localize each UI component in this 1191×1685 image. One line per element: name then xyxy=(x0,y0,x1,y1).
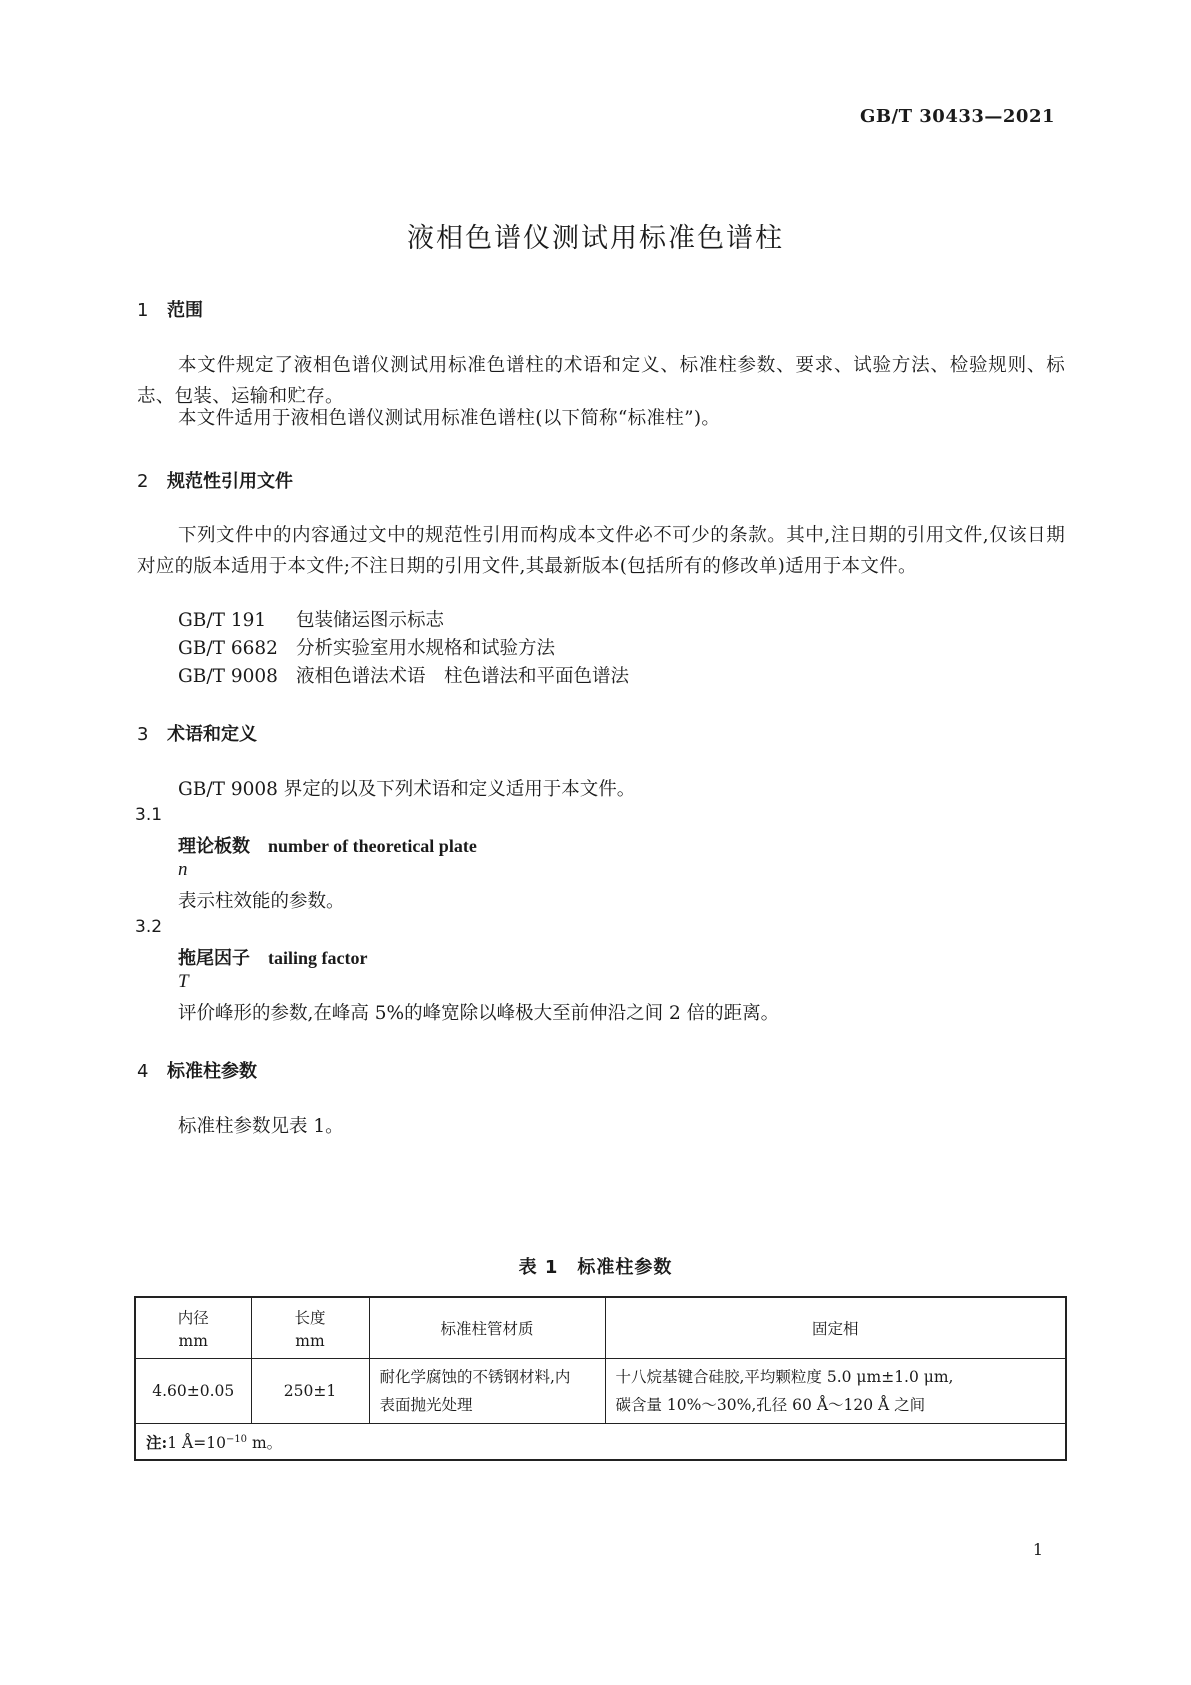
term-number: 3.1 xyxy=(135,805,163,825)
section-number: 3 xyxy=(137,724,149,745)
reference-item xyxy=(178,662,629,688)
term-symbol: n xyxy=(178,859,188,880)
header-cell: 固定相 xyxy=(605,1297,1066,1359)
header-label: 内径 xyxy=(177,1309,209,1327)
page-number: 1 xyxy=(1032,1540,1043,1559)
reference-code: GB/T 6682 xyxy=(178,638,278,659)
section-1-paragraph-1: 本文件规定了液相色谱仪测试用标准色谱柱的术语和定义、标准柱参数、要求、试验方法、检验规则、标志、包装、运输和贮存。 xyxy=(137,355,1065,407)
reference-item xyxy=(178,606,444,632)
table-title: 表 1 标准柱参数 xyxy=(518,1257,673,1278)
section-3-intro: GB/T 9008 界定的以及下列术语和定义适用于本文件。 xyxy=(178,779,636,800)
table-row xyxy=(135,1359,1066,1424)
note-label: 注: xyxy=(146,1432,168,1452)
material-cell xyxy=(369,1359,605,1424)
note-unit: m。 xyxy=(247,1433,283,1452)
reference-title: 分析实验室用水规格和试验方法 xyxy=(296,638,556,659)
section-4-intro: 标准柱参数见表 1。 xyxy=(178,1116,344,1137)
material-line: 耐化学腐蚀的不锈钢材料,内 xyxy=(379,1368,571,1386)
term-symbol: T xyxy=(178,971,189,992)
section-title: 标准柱参数 xyxy=(167,1061,257,1082)
table-note-row xyxy=(135,1424,1066,1461)
term-heading xyxy=(178,832,477,858)
term-en: number of theoretical plate xyxy=(268,836,477,856)
section-4-heading xyxy=(137,1057,257,1083)
header-unit: mm xyxy=(178,1332,208,1350)
table-header-row xyxy=(135,1297,1066,1359)
section-3-heading xyxy=(137,720,257,746)
section-2-paragraph: 下列文件中的内容通过文中的规范性引用而构成本文件必不可少的条款。其中,注日期的引用文件,仅该日期对应的版本适用于本文件;不注日期的引用文件,其最新版本(包括所有的修改单)适用于本文件。 xyxy=(137,525,1065,577)
stationary-phase-cell xyxy=(605,1359,1066,1424)
section-2-heading xyxy=(137,467,293,493)
header-unit: mm xyxy=(295,1332,325,1350)
phase-line: 碳含量 10%～30%,孔径 60 Å～120 Å 之间 xyxy=(615,1396,926,1414)
note-text: 1 Å=10 xyxy=(167,1433,226,1452)
section-number: 2 xyxy=(137,471,149,492)
reference-title: 包装储运图示标志 xyxy=(296,610,445,631)
reference-item xyxy=(178,634,555,660)
term-number: 3.2 xyxy=(135,917,163,937)
parameters-table xyxy=(134,1296,1067,1461)
reference-code: GB/T 9008 xyxy=(178,666,278,687)
inner-diameter-cell: 4.60±0.05 xyxy=(135,1359,251,1424)
standard-code: GB/T 30433—2021 xyxy=(859,106,1055,127)
header-cell xyxy=(135,1297,251,1359)
section-title: 术语和定义 xyxy=(167,724,257,745)
section-number: 1 xyxy=(137,300,149,321)
section-1-heading xyxy=(137,296,203,322)
section-number: 4 xyxy=(137,1061,149,1082)
section-title: 范围 xyxy=(167,300,203,321)
material-line: 表面抛光处理 xyxy=(379,1396,473,1414)
term-definition: 评价峰形的参数,在峰高 5%的峰宽除以峰极大至前伸沿之间 2 倍的距离。 xyxy=(178,1003,780,1024)
header-cell xyxy=(251,1297,369,1359)
phase-line: 十八烷基键合硅胶,平均颗粒度 5.0 μm±1.0 μm, xyxy=(615,1368,954,1386)
term-en: tailing factor xyxy=(268,948,368,968)
header-cell: 标准柱管材质 xyxy=(369,1297,605,1359)
term-heading xyxy=(178,944,367,970)
section-title: 规范性引用文件 xyxy=(167,471,293,492)
term-zh: 拖尾因子 xyxy=(178,948,250,969)
term-zh: 理论板数 xyxy=(178,836,250,857)
header-label: 长度 xyxy=(294,1309,326,1327)
reference-code: GB/T 191 xyxy=(178,610,267,631)
table-note xyxy=(135,1424,1066,1461)
section-1-paragraph-2: 本文件适用于液相色谱仪测试用标准色谱柱(以下简称“标准柱”)。 xyxy=(178,408,721,429)
reference-title: 液相色谱法术语 柱色谱法和平面色谱法 xyxy=(296,666,630,687)
length-cell: 250±1 xyxy=(251,1359,369,1424)
note-exponent: −10 xyxy=(225,1433,248,1445)
term-definition: 表示柱效能的参数。 xyxy=(178,891,345,912)
document-title: 液相色谱仪测试用标准色谱柱 xyxy=(407,223,784,254)
